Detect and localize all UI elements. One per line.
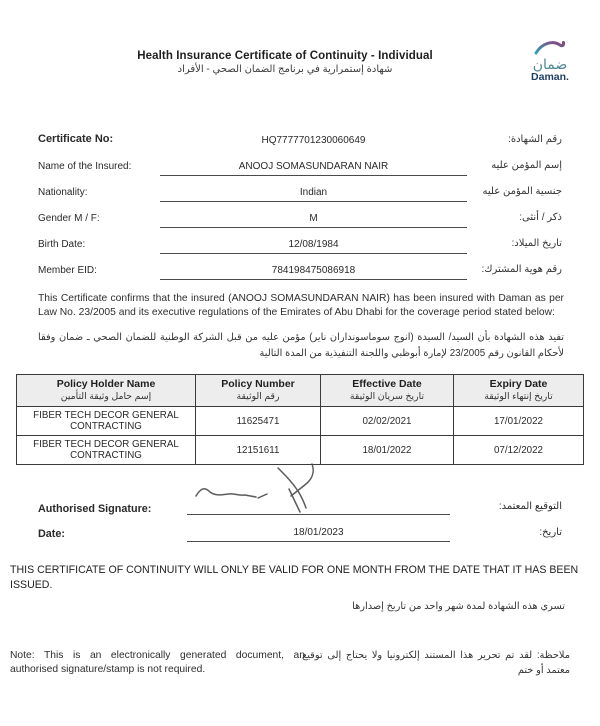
field-label: Gender M / F: <box>38 213 100 224</box>
cell-policy-number: 11625471 <box>196 407 321 436</box>
note-arabic: ملاحظة: لقد تم تحرير هذا المستند إلكترونيا ولا يحتاج إلى توقيع معتمد أو ختم <box>302 650 570 676</box>
field-label-arabic: رقم الشهادة: <box>508 134 562 145</box>
cell-expiry-date: 17/01/2022 <box>454 407 584 436</box>
column-header-policy-holder <box>17 375 196 407</box>
field-label: Nationality: <box>38 187 88 198</box>
policy-table <box>16 374 584 465</box>
daman-logo <box>524 38 576 83</box>
date-label-arabic: تاريخ: <box>539 527 562 538</box>
column-header-text-arabic: إسم حامل وثيقة التأمين <box>60 391 152 401</box>
field-label: Member EID: <box>38 265 97 276</box>
document-title-block <box>0 50 570 75</box>
field-label-arabic: ذكر / أنثى: <box>519 212 562 223</box>
field-value: Indian <box>160 187 467 202</box>
field-label-arabic: تاريخ الميلاد: <box>511 238 562 249</box>
certificate-fields <box>38 128 562 284</box>
column-header-text-arabic: تاريخ سريان الوثيقة <box>349 391 425 401</box>
date-label: Date: <box>38 528 65 540</box>
field-value: 784198475086918 <box>160 265 467 280</box>
cell-expiry-date: 07/12/2022 <box>454 436 584 465</box>
field-value: ANOOJ SOMASUNDARAN NAIR <box>160 161 467 176</box>
column-header-expiry-date <box>454 375 584 407</box>
field-label-arabic: رقم هوية المشترك: <box>481 264 562 275</box>
column-header-effective-date <box>321 375 454 407</box>
daman-logo-arabic: ضمان <box>532 56 568 72</box>
note-english: Note: This is an electronically generated document, an authorised signature/stamp is not required. <box>10 650 305 675</box>
validity-statement-arabic: تسري هذه الشهادة لمدة شهر واحد من تاريخ إصدارها <box>352 601 565 612</box>
signature-scribble <box>192 458 352 525</box>
authorised-signature-label-arabic: التوقيع المعتمد: <box>498 501 562 512</box>
page-title: Health Insurance Certificate of Continuity - Individual <box>137 50 433 62</box>
field-row-birth-date <box>38 232 562 258</box>
field-row-nationality <box>38 180 562 206</box>
cell-policy-holder: FIBER TECH DECOR GENERAL CONTRACTING <box>17 407 196 436</box>
daman-swoosh-icon <box>524 38 576 56</box>
column-header-policy-number <box>196 375 321 407</box>
column-header-text: Effective Date <box>352 378 422 390</box>
column-header-text: Policy Number <box>221 378 295 390</box>
policy-table-header-row <box>17 375 584 407</box>
field-label-arabic: إسم المؤمن عليه <box>491 160 562 171</box>
table-row <box>17 407 584 436</box>
confirmation-paragraph-arabic: تفيد هذه الشهادة بأن السيد/ السيدة (انوج سوماسونداران ناير) مؤمن عليه من قبل الشركة الوطنية للضمان الصحي ـ ضمان وفقا لأحكام القانون رقم 23/2005 لإمارة أبوظبي واللجنة التنفيذية من المدة التالية <box>38 332 564 359</box>
field-row-gender <box>38 206 562 232</box>
authorised-signature-label: Authorised Signature: <box>38 503 152 515</box>
field-row-member-eid <box>38 258 562 284</box>
column-header-text-arabic: رقم الوثيقة <box>236 391 280 401</box>
field-label-arabic: جنسية المؤمن عليه <box>482 186 562 197</box>
cell-policy-number: 12151611 <box>196 436 321 465</box>
field-label: Birth Date: <box>38 239 86 250</box>
field-value: 12/08/1984 <box>160 239 467 254</box>
field-value: M <box>160 213 467 228</box>
confirmation-paragraph-english: This Certificate confirms that the insured (ANOOJ SOMASUNDARAN NAIR) has been insured with Daman as per Law No. 23/2005 and its executive regulations of the Emirates of Abu Dhabi for the coverage period stated below: <box>38 293 564 318</box>
field-label: Certificate No: <box>38 133 114 145</box>
cell-effective-date: 02/02/2021 <box>321 407 454 436</box>
column-header-text-arabic: تاريخ إنتهاء الوثيقة <box>484 391 553 401</box>
field-value: HQ7777701230060649 <box>261 135 366 146</box>
field-label: Name of the Insured: <box>38 161 132 172</box>
column-header-text: Policy Holder Name <box>56 378 156 390</box>
date-value: 18/01/2023 <box>187 527 450 542</box>
field-row-certificate-no <box>38 128 562 154</box>
field-row-insured-name <box>38 154 562 180</box>
validity-statement-english: THIS CERTIFICATE OF CONTINUITY WILL ONLY BE VALID FOR ONE MONTH FROM THE DATE THAT IT HAS BEEN ISSUED. <box>10 564 579 591</box>
cell-policy-holder: FIBER TECH DECOR GENERAL CONTRACTING <box>17 436 196 465</box>
cell-effective-date: 18/01/2022 <box>321 436 454 465</box>
page-title-arabic: شهادة إستمرارية في برنامج الضمان الصحي - الأفراد <box>177 64 393 75</box>
daman-logo-english: Daman. <box>531 70 569 83</box>
column-header-text: Expiry Date <box>489 378 548 390</box>
